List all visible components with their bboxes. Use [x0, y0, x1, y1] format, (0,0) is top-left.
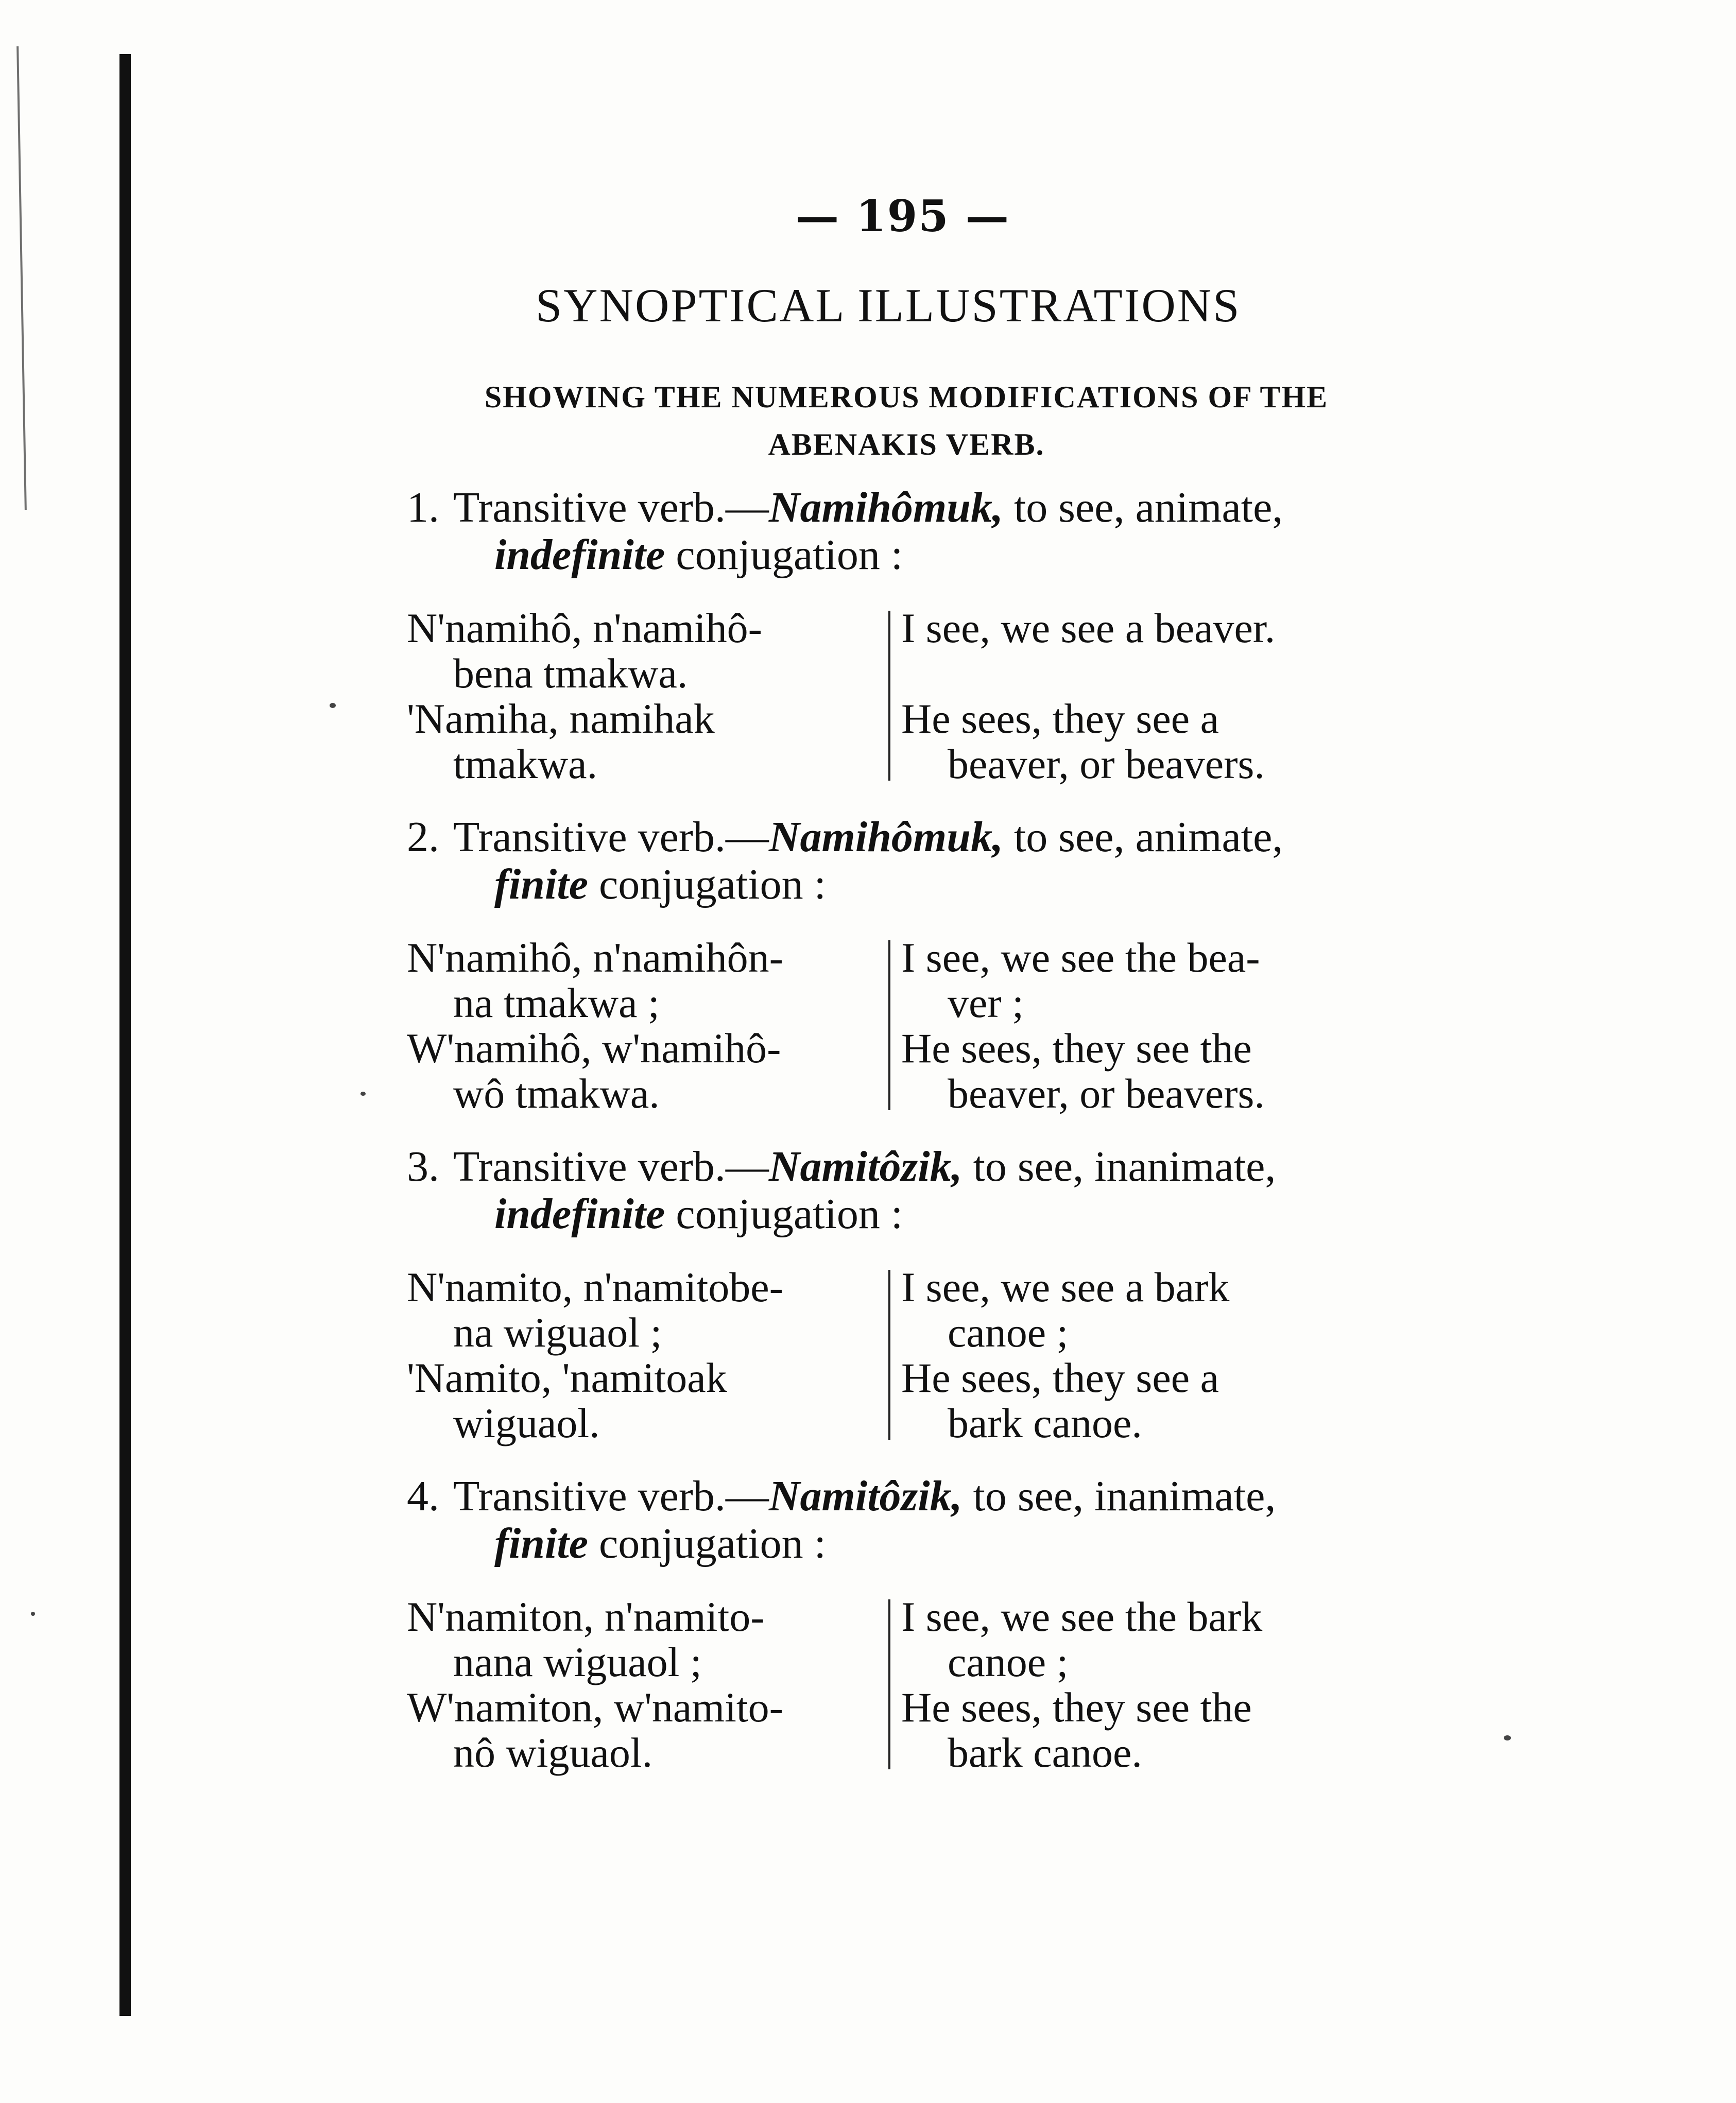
- english-text: He sees, they see the: [901, 1684, 1252, 1731]
- section-heading: 4. Transitive verb.—Namitôzik, to see, inanimate, finite conjugation :: [407, 1472, 1276, 1567]
- section-number: 4.: [407, 1472, 439, 1520]
- binding-rule: [119, 54, 131, 2016]
- table-row: N'namito, n'namitobe- na wiguaol ; I see, we see a bark canoe ;: [407, 1265, 1411, 1355]
- section-3: [407, 1143, 1411, 1446]
- page-title: SYNOPTICAL ILLUSTRATIONS: [536, 279, 1241, 332]
- english-text: He sees, they see a: [901, 1354, 1219, 1401]
- section-number: 1.: [407, 484, 439, 531]
- abenakis-text: N'namihô, n'namihôn-: [407, 934, 783, 981]
- page-subtitle: [407, 373, 1406, 468]
- subtitle-line-2: ABENAKIS VERB.: [768, 427, 1045, 461]
- section-1: [407, 484, 1411, 787]
- scan-speck: [360, 1092, 366, 1096]
- conjugation-type: indefinite: [494, 1190, 665, 1238]
- abenakis-text: W'namiton, w'namito-: [407, 1684, 783, 1731]
- english-text: I see, we see a bark: [901, 1264, 1230, 1311]
- english-text: I see, we see the bea-: [901, 934, 1260, 981]
- verb-name: Namitôzik,: [768, 1143, 962, 1191]
- table-row: W'namiton, w'namito- nô wiguaol. He sees, they see the bark canoe.: [407, 1685, 1411, 1776]
- verb-name: Namihômuk,: [768, 484, 1003, 531]
- margin-line: [16, 46, 27, 510]
- table-row: N'namihô, n'namihô- bena tmakwa. I see, we see a beaver.: [407, 606, 1411, 696]
- section-heading: 3. Transitive verb.—Namitôzik, to see, inanimate, indefinite conjugation :: [407, 1143, 1276, 1238]
- table-row: N'namihô, n'namihôn- na tmakwa ; I see, we see the bea- ver ;: [407, 935, 1411, 1026]
- section-heading: 2. Transitive verb.—Namihômuk, to see, animate, finite conjugation :: [407, 813, 1283, 908]
- page-number: — 195 —: [796, 191, 1010, 242]
- table-row: W'namihô, w'namihô- wô tmakwa. He sees, they see the beaver, or beavers.: [407, 1026, 1411, 1116]
- subtitle-line-1: SHOWING THE NUMEROUS MODIFICATIONS OF THE: [484, 380, 1329, 414]
- scan-speck: [330, 703, 336, 708]
- english-text: He sees, they see the: [901, 1025, 1252, 1072]
- conjugation-table: [407, 606, 1411, 787]
- abenakis-text: N'namihô, n'namihô-: [407, 605, 762, 651]
- english-text: He sees, they see a: [901, 695, 1219, 742]
- table-row: N'namiton, n'namito- nana wiguaol ; I see, we see the bark canoe ;: [407, 1594, 1411, 1685]
- table-row: 'Namiha, namihak tmakwa. He sees, they see a beaver, or beavers.: [407, 696, 1411, 787]
- abenakis-text: W'namihô, w'namihô-: [407, 1025, 781, 1072]
- column-divider: [888, 1599, 890, 1769]
- conjugation-type: indefinite: [494, 531, 665, 579]
- section-4: [407, 1473, 1411, 1776]
- english-text: I see, we see a beaver.: [901, 605, 1276, 651]
- conjugation-table: [407, 1265, 1411, 1446]
- section-number: 3.: [407, 1143, 439, 1191]
- column-divider: [888, 611, 890, 781]
- abenakis-text: 'Namiha, namihak: [407, 695, 715, 742]
- abenakis-text: N'namiton, n'namito-: [407, 1593, 765, 1640]
- abenakis-text: N'namito, n'namitobe-: [407, 1264, 783, 1311]
- section-2: [407, 814, 1411, 1116]
- english-text: I see, we see the bark: [901, 1593, 1263, 1640]
- verb-name: Namihômuk,: [768, 813, 1003, 861]
- section-heading: 1. Transitive verb.—Namihômuk, to see, animate, indefinite conjugation :: [407, 484, 1283, 579]
- table-row: 'Namito, 'namitoak wiguaol. He sees, they see a bark canoe.: [407, 1355, 1411, 1446]
- conjugation-type: finite: [494, 1520, 588, 1567]
- scan-speck: [31, 1612, 35, 1616]
- abenakis-text: 'Namito, 'namitoak: [407, 1354, 727, 1401]
- column-divider: [888, 940, 890, 1110]
- conjugation-table: [407, 935, 1411, 1116]
- scan-speck: [1504, 1735, 1511, 1740]
- section-number: 2.: [407, 813, 439, 861]
- conjugation-type: finite: [494, 860, 588, 908]
- conjugation-table: [407, 1594, 1411, 1776]
- verb-name: Namitôzik,: [768, 1472, 962, 1520]
- column-divider: [888, 1270, 890, 1440]
